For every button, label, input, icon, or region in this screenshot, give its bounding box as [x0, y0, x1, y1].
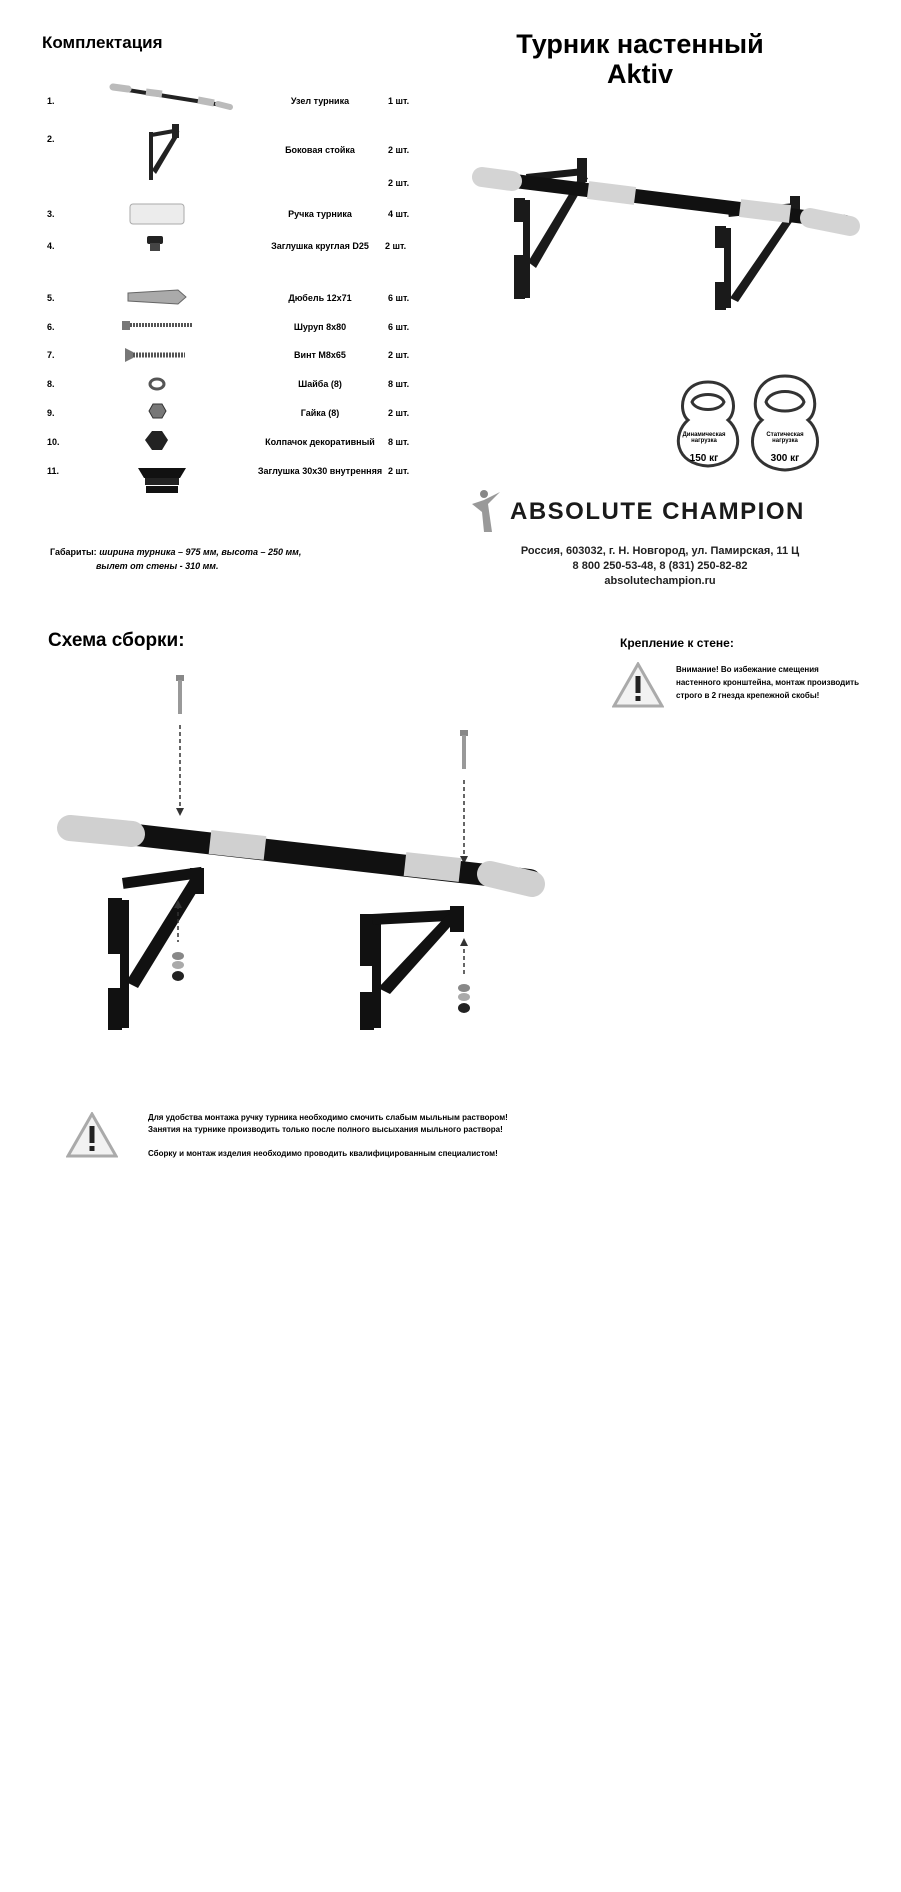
side-bracket-icon [149, 124, 179, 180]
kit-item-qty: 2 шт. [385, 241, 407, 251]
product-title-line2: Aktiv [606, 58, 674, 89]
kit-item-qty: 2 шт. [388, 178, 410, 188]
kit-item-name: Дюбель 12x71 [288, 293, 352, 303]
assembly-note-2: Занятия на турнике производить только после полного высыхания мыльного раствора! [148, 1125, 503, 1135]
kit-item-num: 11. [47, 466, 60, 476]
bar-assembly-icon [113, 87, 230, 107]
brand-address: Россия, 603032, г. Н. Новгород, ул. Памирская, 11 Ц [520, 545, 800, 557]
wall-warning-line1: Внимание! Во избежание смещения [676, 665, 819, 674]
kit-item-name: Узел турника [290, 96, 350, 106]
brand-phones: 8 800 250-53-48, 8 (831) 250-82-82 [572, 559, 748, 572]
kit-item-name: Винт М8x65 [294, 350, 346, 360]
wall-warning-icon [612, 662, 664, 708]
kit-item-num: 2. [47, 134, 55, 144]
kit-item-num: 4. [47, 241, 55, 251]
brand-contacts [470, 544, 850, 589]
kit-heading: Комплектация [42, 33, 163, 52]
kit-item-qty: 4 шт. [388, 209, 410, 219]
product-title [470, 30, 810, 89]
kit-item-qty: 8 шт. [388, 379, 410, 389]
bolt-icon [125, 348, 185, 362]
screw-icon [122, 321, 192, 330]
kit-item-name: Шайба (8) [298, 379, 342, 389]
kit-item-name: Заглушка 30x30 внутренняя [257, 466, 383, 476]
kit-item-num: 7. [47, 350, 55, 360]
kit-item-name: Ручка турника [288, 209, 352, 219]
wall-mount-heading: Крепление к стене: [620, 636, 734, 650]
kit-item-qty: 8 шт. [388, 437, 410, 447]
dimensions-note [50, 546, 301, 573]
dynamic-load-value: 150 кг [689, 453, 719, 464]
kit-item-num: 1. [47, 96, 55, 106]
kit-item-num: 9. [47, 408, 55, 418]
wall-warning-text [676, 664, 886, 702]
kit-item-name: Боковая стойка [285, 145, 355, 155]
nut-icon [149, 404, 166, 418]
assembly-note-1: Для удобства монтажа ручку турника необходимо смочить слабым мыльным раствором! [148, 1113, 508, 1122]
kit-item-qty: 2 шт. [388, 466, 410, 476]
brand-site: absolutechampion.ru [604, 574, 716, 587]
kit-item-name: Колпачок декоративный [265, 437, 375, 447]
kit-item-name: Заглушка круглая D25 [271, 241, 369, 251]
kit-item-qty: 2 шт. [388, 350, 410, 360]
kit-item-name: Гайка (8) [300, 408, 340, 418]
kit-item-qty: 2 шт. [388, 145, 410, 155]
wall-warning-line3: строго в 2 гнезда крепежной скобы! [676, 690, 820, 700]
round-plug-icon [147, 236, 163, 251]
wall-warning-line2: настенного кронштейна, монтаж производить [676, 677, 859, 687]
kit-item-num: 5. [47, 293, 55, 303]
kit-item-qty: 2 шт. [388, 408, 410, 418]
kit-item-qty: 6 шт. [388, 293, 410, 303]
kit-item-name: Шуруп 8x80 [293, 322, 347, 332]
dynamic-load-label: Динамическая нагрузка [682, 432, 726, 444]
kit-item-num: 10. [47, 437, 60, 447]
product-title-line1: Турник настенный [516, 29, 764, 59]
decorative-cap-icon [145, 431, 168, 450]
assembly-note-3: Сборку и монтаж изделия необходимо проводить квалифицированным специалистом! [148, 1148, 498, 1158]
assembly-heading: Схема сборки: [48, 630, 185, 651]
assembly-diagram [50, 670, 550, 1040]
kit-item-num: 3. [47, 209, 55, 219]
kit-illustrations [0, 0, 460, 510]
washer-icon [150, 379, 164, 389]
kit-item-num: 8. [47, 379, 55, 389]
kit-item-qty: 6 шт. [388, 322, 410, 332]
handle-icon [130, 204, 184, 224]
static-load-value: 300 кг [770, 453, 800, 464]
warning-icon [66, 1112, 118, 1158]
static-load-label: Статическая нагрузка [766, 432, 804, 444]
brand-name: ABSOLUTE CHAMPION [510, 498, 805, 525]
assembly-notes [148, 1112, 548, 1160]
kit-item-num: 6. [47, 322, 55, 332]
kit-item-qty: 1 шт. [388, 96, 410, 106]
brand-logo-icon [470, 488, 506, 534]
dims-line2: вылет от стены - 310 мм. [96, 560, 219, 571]
dowel-icon [128, 290, 186, 304]
dims-line1: ширина турника – 975 мм, высота – 250 мм, [99, 547, 302, 557]
dims-label: Габариты: [50, 547, 97, 557]
pullup-bar-image [470, 150, 870, 310]
square-plug-icon [138, 468, 186, 493]
